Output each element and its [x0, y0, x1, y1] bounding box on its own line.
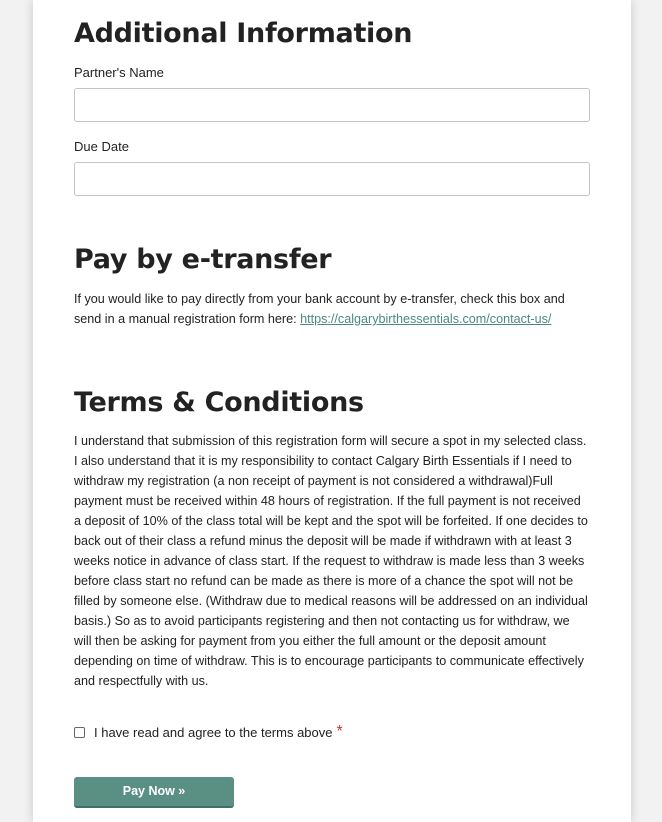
etransfer-description: If you would like to pay directly from your bank account by e-transfer, check this box and send in a manual registration form here: — [74, 292, 565, 326]
due-date-label: Due Date — [74, 139, 129, 154]
etransfer-text — [74, 289, 590, 329]
terms-heading: Terms & Conditions — [74, 387, 364, 418]
additional-info-heading: Additional Information — [74, 18, 413, 49]
partner-name-input[interactable] — [74, 88, 590, 122]
partner-name-group — [74, 65, 590, 80]
terms-section — [74, 387, 590, 418]
agree-terms-label[interactable]: I have read and agree to the terms above — [94, 724, 333, 740]
terms-text: I understand that submission of this registration form will secure a spot in my selected class. I also understand that it is my responsibility to contact Calgary Birth Essentials if I need to withdraw my registration (a non receipt of payment is not considered a withdrawal)Full payment must be received within 48 hours of registration. If the full payment is not received a deposit of 10% of the class total will be kept and the spot will be forfeited. If one decides to back out of their class a refund minus the deposit will be made if withdrawn with at least 3 weeks notice in advance of class start. If the request to withdraw is made less than 3 weeks before class start no refund can be made as there is more of a chance the spot will not be filled by someone else. (Withdraw due to medical reasons will be addressed on an individual basis.) So as to avoid participants registering and then not contacting us for withdraw, we will then be asking for payment from you either the full amount or the deposit amount depending on time of withdraw. This is to encourage participants to communicate effectively and respectfully with us. — [74, 434, 588, 688]
partner-name-label: Partner's Name — [74, 65, 164, 80]
due-date-input[interactable] — [74, 162, 590, 196]
additional-info-section — [74, 18, 590, 49]
required-marker: * — [336, 723, 343, 740]
pay-now-button[interactable]: Pay Now » — [74, 777, 234, 808]
contact-us-link[interactable]: https://calgarybirthessentials.com/contact-us/ — [300, 312, 552, 326]
etransfer-section — [74, 244, 590, 275]
agree-terms-checkbox[interactable] — [74, 727, 85, 738]
form-card — [33, 0, 631, 822]
due-date-group — [74, 139, 590, 154]
agree-terms-row[interactable] — [74, 723, 590, 741]
etransfer-heading: Pay by e-transfer — [74, 244, 332, 275]
